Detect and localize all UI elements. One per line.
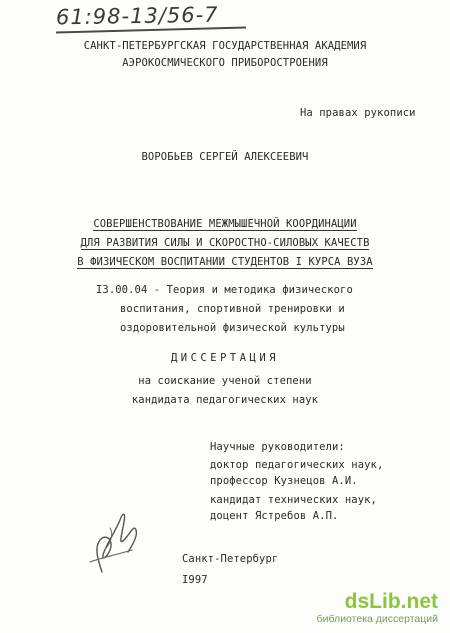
specialty-line-2: воспитания, спортивной тренировки и xyxy=(120,303,345,315)
specialty-line-3: оздоровительной физической культуры xyxy=(120,322,345,334)
doc-type: ДИССЕРТАЦИЯ xyxy=(170,352,280,364)
title-line-1 xyxy=(0,218,450,231)
supervisor-line-3: кандидат технических наук, xyxy=(210,494,377,506)
degree-line-1: на соискание ученой степени xyxy=(138,375,312,387)
title-line-2 xyxy=(0,237,450,250)
archive-number: 61:98-13/56-7 xyxy=(55,2,219,30)
header-line-2: АЭРОКОСМИЧЕСКОГО ПРИБОРОСТРОЕНИЯ xyxy=(122,57,328,69)
title-line-1-text: СОВЕРШЕНСТВОВАНИЕ МЕЖМЫШЕЧНОЙ КООРДИНАЦИИ xyxy=(93,218,357,230)
degree-line-2: кандидата педагогических наук xyxy=(131,394,319,406)
supervisor-line-2: профессор Кузнецов А.И. xyxy=(210,475,358,487)
watermark-logo: dsLib.net xyxy=(344,590,438,613)
title-line-3 xyxy=(0,256,450,269)
supervisors-heading: Научные руководители: xyxy=(210,441,345,453)
title-line-3-text: В ФИЗИЧЕСКОМ ВОСПИТАНИИ СТУДЕНТОВ I КУРСА ВУЗА xyxy=(77,256,373,268)
year: I997 xyxy=(182,574,208,586)
specialty-line-1: I3.00.04 - Теория и методика физического xyxy=(96,284,353,296)
title-line-2-text: ДЛЯ РАЗВИТИЯ СИЛЫ И СКОРОСТНО-СИЛОВЫХ КАЧЕСТВ xyxy=(80,237,370,249)
supervisor-line-4: доцент Ястребов А.П. xyxy=(210,510,339,522)
header-line-1: САНКТ-ПЕТЕРБУРГСКАЯ ГОСУДАРСТВЕННАЯ АКАДЕМИЯ xyxy=(83,40,367,52)
watermark xyxy=(317,591,438,625)
city: Санкт-Петербург xyxy=(182,553,279,565)
handwritten-signature xyxy=(80,500,150,580)
manuscript-note: На правах рукописи xyxy=(300,107,416,119)
supervisor-line-1: доктор педагогических наук, xyxy=(210,459,384,471)
watermark-subtitle: библиотека диссертаций xyxy=(316,613,438,625)
author-name: ВОРОБЬЕВ СЕРГЕЙ АЛЕКСЕЕВИЧ xyxy=(141,151,309,163)
